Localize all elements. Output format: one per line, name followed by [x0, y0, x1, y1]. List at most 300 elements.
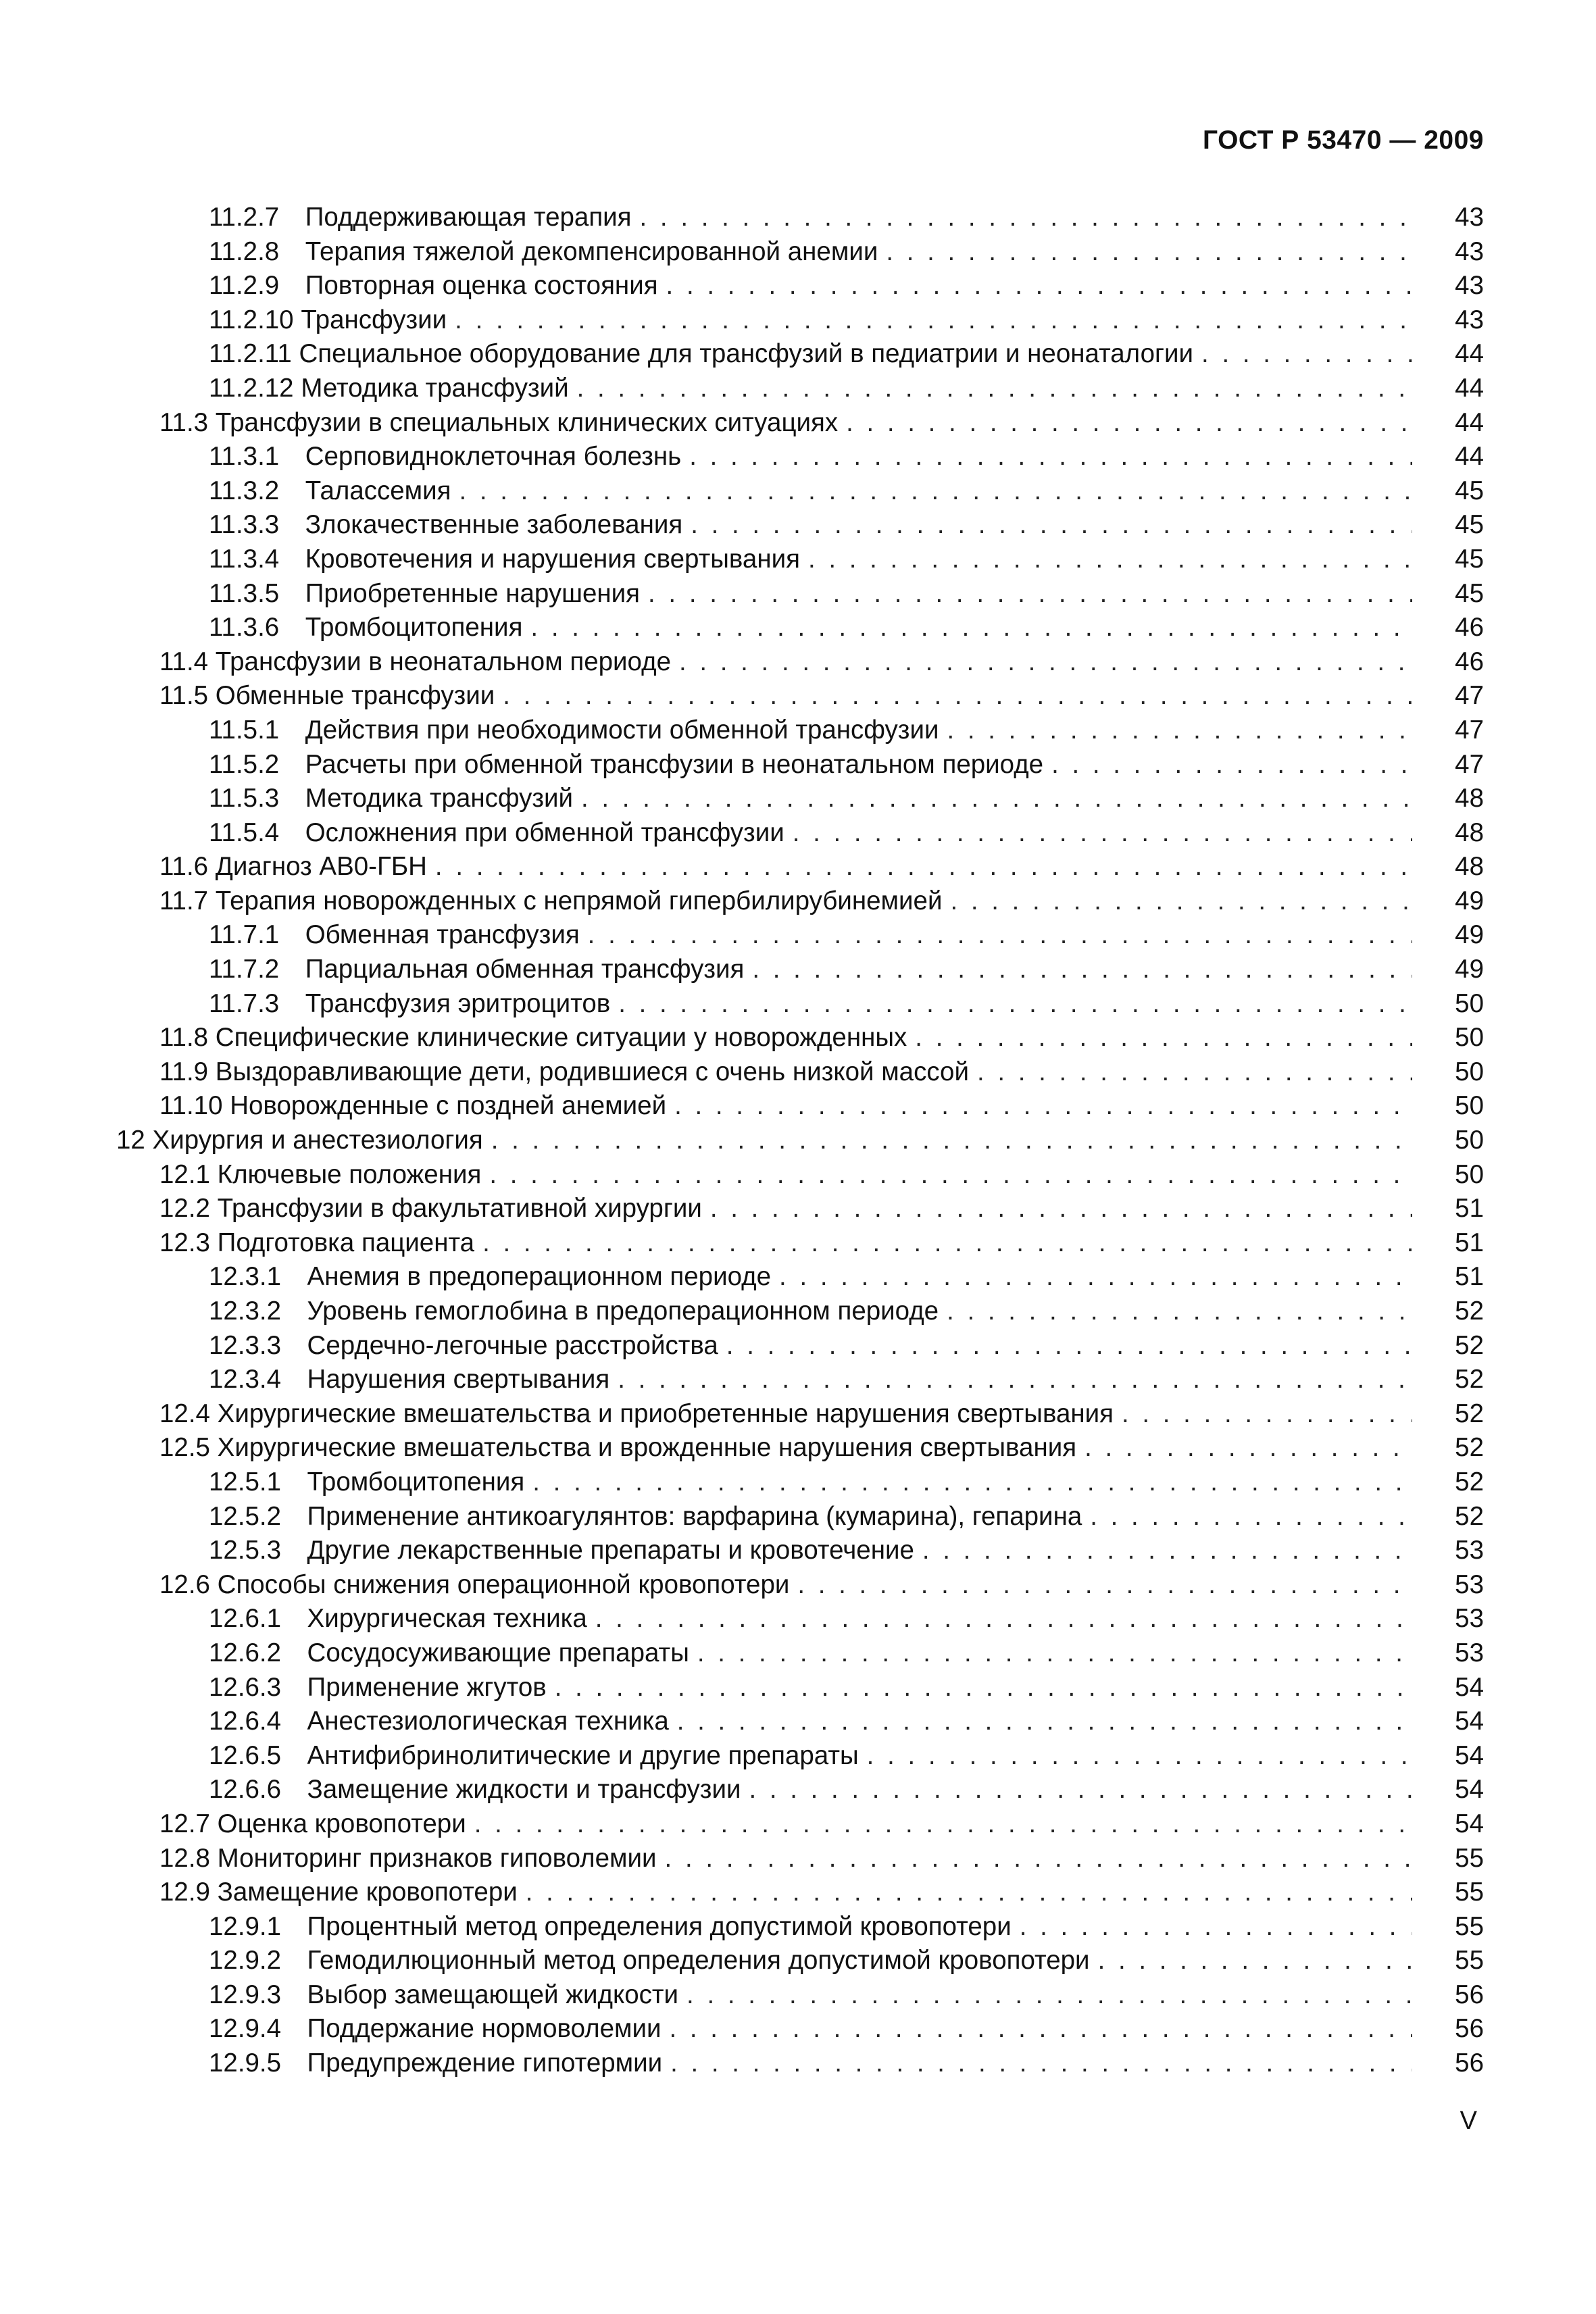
- toc-entry-number: 12.6: [159, 1569, 210, 1599]
- toc-entry-text: Выздоравливающие дети, родившиеся с очень низкой массой: [215, 1057, 969, 1086]
- toc-entry-page: 45: [1455, 578, 1484, 608]
- toc-entry-number: 12.3.4: [209, 1365, 282, 1394]
- toc-entry-number: 11.3.1: [209, 442, 280, 472]
- toc-entry-page: 51: [1455, 1262, 1484, 1292]
- dot-leader: [1114, 1397, 1412, 1432]
- toc-entry-title: [159, 1876, 518, 1910]
- toc-entry: [116, 1739, 1484, 1774]
- toc-entry-number: 11.2.9: [209, 271, 280, 301]
- dot-leader: [427, 850, 1412, 884]
- toc-entry-page: 48: [1455, 852, 1484, 882]
- toc-entry: [116, 1773, 1484, 1807]
- toc-entry-text: Диагноз АВ0-ГБН: [215, 852, 427, 882]
- toc-entry-number: 11.8: [159, 1023, 209, 1053]
- toc-entry-title: [116, 1124, 483, 1158]
- toc-entry-title: [209, 2046, 662, 2081]
- toc-entry-title: [159, 1226, 474, 1261]
- toc-entry-title: [159, 1192, 702, 1226]
- toc-entry-page: 53: [1455, 1569, 1484, 1599]
- dot-leader: [1193, 337, 1412, 372]
- dot-leader: [784, 816, 1412, 851]
- table-of-contents: [116, 201, 1484, 2081]
- toc-entry-number: 11.7.1: [209, 920, 280, 950]
- dot-leader: [640, 577, 1412, 611]
- toc-entry: [116, 1534, 1484, 1568]
- toc-entry-title: [209, 816, 784, 851]
- toc-entry-number: 11.2.12: [209, 373, 294, 403]
- toc-entry-number: 12.9.4: [209, 2014, 282, 2044]
- toc-entry: [116, 1636, 1484, 1671]
- toc-entry-text: Обменные трансфузии: [215, 681, 495, 711]
- toc-entry-page: 45: [1455, 476, 1484, 505]
- toc-entry-page: 43: [1455, 305, 1484, 334]
- toc-entry-text: Трансфузии: [301, 305, 447, 334]
- toc-entry: [116, 816, 1484, 851]
- toc-entry-text: Кровотечения и нарушения свертывания: [305, 544, 800, 574]
- toc-entry-title: [209, 782, 573, 816]
- toc-entry-page: 53: [1455, 1604, 1484, 1634]
- toc-entry-text: Нарушения свертывания: [307, 1365, 610, 1394]
- toc-entry-text: Трансфузии в специальных клинических ситуациях: [215, 407, 839, 437]
- toc-entry-title: [159, 406, 838, 441]
- toc-entry-number: 12.9: [159, 1878, 210, 1907]
- toc-entry-number: 11.7.3: [209, 988, 280, 1018]
- dot-leader: [451, 474, 1413, 509]
- dot-leader: [838, 406, 1412, 441]
- toc-entry-text: Специфические клинические ситуации у новорожденных: [215, 1023, 907, 1053]
- toc-entry: [116, 406, 1484, 441]
- dot-leader: [524, 1465, 1412, 1500]
- toc-entry: [116, 884, 1484, 919]
- toc-entry: [116, 748, 1484, 782]
- toc-entry-text: Обменная трансфузия: [305, 920, 580, 950]
- toc-entry-page: 50: [1455, 1126, 1484, 1155]
- toc-entry: [116, 269, 1484, 303]
- toc-entry-number: 11.3.2: [209, 476, 280, 505]
- toc-entry-number: 12.9.3: [209, 1980, 282, 2009]
- toc-entry-text: Методика трансфузий: [305, 784, 573, 813]
- toc-entry-title: [209, 337, 1193, 372]
- toc-entry-text: Повторная оценка состояния: [305, 271, 658, 301]
- toc-entry-title: [209, 543, 800, 577]
- dot-leader: [702, 1192, 1412, 1226]
- dot-leader: [495, 679, 1412, 713]
- toc-entry-title: [159, 884, 942, 919]
- toc-entry-title: [209, 987, 610, 1022]
- toc-entry: [116, 440, 1484, 474]
- toc-entry: [116, 782, 1484, 816]
- dot-leader: [689, 1636, 1412, 1671]
- dot-leader: [610, 987, 1412, 1022]
- toc-entry-number: 11.10: [159, 1091, 223, 1121]
- toc-entry-title: [159, 1089, 666, 1124]
- toc-entry-number: 12.6.5: [209, 1740, 282, 1770]
- toc-entry-number: 11.3.6: [209, 613, 280, 643]
- toc-entry: [116, 2012, 1484, 2046]
- toc-entry-number: 12.1: [159, 1159, 210, 1189]
- toc-entry-number: 11.5.4: [209, 818, 280, 847]
- toc-entry: [116, 1021, 1484, 1055]
- toc-entry-title: [159, 645, 671, 680]
- toc-entry: [116, 1192, 1484, 1226]
- toc-entry-text: Тромбоцитопения: [305, 613, 523, 643]
- toc-entry-number: 12.6.3: [209, 1672, 282, 1702]
- dot-leader: [671, 645, 1412, 680]
- toc-entry-text: Хирургическая техника: [307, 1604, 587, 1634]
- dot-leader: [569, 372, 1412, 406]
- toc-entry: [116, 1124, 1484, 1158]
- toc-entry-page: 52: [1455, 1399, 1484, 1428]
- dot-leader: [771, 1260, 1412, 1294]
- toc-entry: [116, 611, 1484, 645]
- toc-entry-text: Специальное оборудование для трансфузий в педиатрии и неонаталогии: [299, 339, 1194, 369]
- toc-entry-page: 44: [1455, 442, 1484, 472]
- toc-entry-text: Применение антикоагулянтов: варфарина (кумарина), гепарина: [307, 1501, 1082, 1531]
- toc-entry-number: 11.5.1: [209, 715, 280, 745]
- dot-leader: [662, 2046, 1412, 2081]
- toc-entry-title: [209, 201, 632, 235]
- toc-entry-text: Трансфузия эритроцитов: [305, 988, 611, 1018]
- toc-entry: [116, 1500, 1484, 1534]
- toc-entry: [116, 1363, 1484, 1397]
- toc-entry-number: 11.2.11: [209, 339, 292, 369]
- toc-entry-page: 45: [1455, 544, 1484, 574]
- toc-entry-text: Терапия новорожденных с непрямой гипербилирубинемией: [215, 886, 943, 915]
- dot-leader: [678, 1978, 1412, 2013]
- toc-entry-text: Злокачественные заболевания: [305, 510, 683, 540]
- toc-entry-number: 11.5.2: [209, 749, 280, 779]
- toc-entry-number: 11.2.10: [209, 305, 294, 334]
- toc-entry-number: 11.5: [159, 681, 209, 711]
- toc-entry-title: [209, 1739, 859, 1774]
- toc-entry-title: [159, 1021, 907, 1055]
- toc-entry-text: Действия при необходимости обменной трансфузии: [305, 715, 939, 745]
- toc-entry-title: [159, 679, 495, 713]
- toc-entry: [116, 1671, 1484, 1705]
- toc-entry-text: Приобретенные нарушения: [305, 578, 641, 608]
- toc-entry-number: 12.9.2: [209, 1946, 282, 1976]
- toc-entry-title: [209, 918, 580, 953]
- toc-entry: [116, 1089, 1484, 1124]
- toc-entry-number: 12.6.4: [209, 1707, 282, 1736]
- toc-entry-page: 43: [1455, 203, 1484, 232]
- toc-entry-number: 11.3.3: [209, 510, 280, 540]
- toc-entry-number: 11.9: [159, 1057, 209, 1086]
- toc-entry-title: [209, 440, 681, 474]
- toc-entry-number: 11.2.8: [209, 236, 280, 266]
- toc-entry: [116, 1055, 1484, 1090]
- toc-entry-title: [209, 2012, 662, 2046]
- dot-leader: [466, 1807, 1412, 1842]
- toc-entry-page: 52: [1455, 1330, 1484, 1360]
- toc-entry-number: 12.3.3: [209, 1330, 282, 1360]
- toc-entry: [116, 1158, 1484, 1192]
- toc-entry: [116, 543, 1484, 577]
- toc-entry: [116, 850, 1484, 884]
- dot-leader: [657, 1842, 1412, 1876]
- toc-entry: [116, 918, 1484, 953]
- toc-entry-page: 47: [1455, 681, 1484, 711]
- toc-entry-text: Ключевые положения: [217, 1159, 482, 1189]
- toc-entry-text: Уровень гемоглобина в предоперационном периоде: [307, 1297, 939, 1326]
- toc-entry-page: 55: [1455, 1911, 1484, 1941]
- toc-entry-title: [209, 1636, 689, 1671]
- toc-entry-page: 47: [1455, 749, 1484, 779]
- dot-leader: [547, 1671, 1412, 1705]
- dot-leader: [859, 1739, 1412, 1774]
- toc-entry: [116, 1397, 1484, 1432]
- toc-entry-title: [209, 269, 658, 303]
- toc-entry-page: 50: [1455, 1091, 1484, 1121]
- toc-entry-title: [209, 1602, 587, 1636]
- toc-entry-text: Мониторинг признаков гиповолемии: [217, 1843, 657, 1873]
- toc-entry-number: 12.5.2: [209, 1501, 282, 1531]
- dot-leader: [573, 782, 1412, 816]
- toc-entry-title: [209, 1773, 741, 1807]
- dot-leader: [632, 201, 1412, 235]
- toc-entry-page: 48: [1455, 784, 1484, 813]
- toc-entry-page: 52: [1455, 1433, 1484, 1463]
- toc-entry-title: [209, 1363, 609, 1397]
- toc-entry: [116, 1329, 1484, 1363]
- toc-entry-title: [159, 1807, 466, 1842]
- toc-entry-title: [209, 508, 682, 543]
- toc-entry-number: 12.8: [159, 1843, 210, 1873]
- toc-entry-title: [209, 1465, 524, 1500]
- toc-entry-number: 12.5.1: [209, 1467, 282, 1496]
- toc-entry: [116, 1842, 1484, 1876]
- toc-entry-number: 12.9.1: [209, 1911, 282, 1941]
- toc-entry-title: [209, 1329, 718, 1363]
- dot-leader: [878, 235, 1412, 270]
- toc-entry: [116, 1944, 1484, 1978]
- toc-entry: [116, 1807, 1484, 1842]
- toc-entry-text: Антифибринолитические и другие препараты: [307, 1740, 859, 1770]
- toc-entry: [116, 1226, 1484, 1261]
- toc-entry: [116, 337, 1484, 372]
- dot-leader: [1076, 1431, 1412, 1465]
- toc-entry: [116, 1978, 1484, 2013]
- toc-entry: [116, 1568, 1484, 1603]
- toc-entry-number: 12.6.1: [209, 1604, 282, 1634]
- toc-entry-page: 55: [1455, 1946, 1484, 1976]
- toc-entry-text: Способы снижения операционной кровопотери: [217, 1569, 790, 1599]
- dot-leader: [681, 440, 1412, 474]
- toc-entry-page: 43: [1455, 236, 1484, 266]
- toc-entry-number: 11.3: [159, 407, 209, 437]
- toc-entry-number: 11.3.5: [209, 578, 280, 608]
- toc-entry: [116, 1465, 1484, 1500]
- dot-leader: [1082, 1500, 1412, 1534]
- toc-entry-number: 12.9.5: [209, 2048, 282, 2078]
- toc-entry-title: [209, 1671, 547, 1705]
- toc-entry: [116, 1910, 1484, 1944]
- toc-entry: [116, 235, 1484, 270]
- document-header: ГОСТ Р 53470 — 2009: [1202, 126, 1484, 155]
- toc-entry: [116, 1876, 1484, 1910]
- toc-entry-page: 54: [1455, 1809, 1484, 1838]
- toc-entry-text: Парциальная обменная трансфузия: [305, 955, 745, 984]
- toc-entry-page: 56: [1455, 2014, 1484, 2044]
- toc-entry-title: [159, 1397, 1114, 1432]
- page-number: V: [1460, 2107, 1477, 2135]
- toc-entry-title: [209, 1534, 914, 1568]
- toc-entry-title: [209, 1910, 1012, 1944]
- toc-entry: [116, 1260, 1484, 1294]
- dot-leader: [741, 1773, 1412, 1807]
- toc-entry: [116, 645, 1484, 680]
- toc-entry-title: [209, 713, 939, 748]
- toc-entry-number: 12.7: [159, 1809, 210, 1838]
- toc-entry-page: 44: [1455, 339, 1484, 369]
- toc-entry-page: 52: [1455, 1365, 1484, 1394]
- toc-entry-title: [209, 303, 447, 338]
- toc-entry: [116, 303, 1484, 338]
- toc-entry-text: Хирургические вмешательства и врожденные нарушения свертывания: [217, 1433, 1077, 1463]
- toc-entry-text: Хирургические вмешательства и приобретенные нарушения свертывания: [217, 1399, 1114, 1428]
- toc-entry-title: [159, 1055, 969, 1090]
- toc-entry-text: Применение жгутов: [307, 1672, 547, 1702]
- toc-entry-text: Сердечно-легочные расстройства: [307, 1330, 718, 1360]
- toc-entry-number: 11.6: [159, 852, 209, 882]
- toc-entry: [116, 1431, 1484, 1465]
- dot-leader: [1090, 1944, 1412, 1978]
- toc-entry: [116, 1294, 1484, 1329]
- toc-entry-title: [209, 474, 451, 509]
- toc-entry-title: [209, 1294, 939, 1329]
- toc-entry-number: 11.7: [159, 886, 209, 915]
- toc-entry-title: [209, 1705, 669, 1739]
- toc-entry-text: Хирургия и анестезиология: [152, 1126, 483, 1155]
- toc-entry-text: Новорожденные с поздней анемией: [230, 1091, 667, 1121]
- toc-entry-text: Оценка кровопотери: [217, 1809, 466, 1838]
- toc-entry-text: Процентный метод определения допустимой кровопотери: [307, 1911, 1012, 1941]
- toc-entry-page: 54: [1455, 1707, 1484, 1736]
- dot-leader: [907, 1021, 1412, 1055]
- dot-leader: [800, 543, 1412, 577]
- toc-entry-number: 12.5.3: [209, 1536, 282, 1565]
- toc-entry-title: [209, 372, 569, 406]
- dot-leader: [682, 508, 1412, 543]
- toc-entry-text: Трансфузии в факультативной хирургии: [217, 1194, 702, 1224]
- dot-leader: [1012, 1910, 1412, 1944]
- toc-entry-number: 11.2.7: [209, 203, 280, 232]
- toc-entry-text: Поддерживающая терапия: [305, 203, 632, 232]
- toc-entry-page: 52: [1455, 1297, 1484, 1326]
- toc-entry-title: [209, 1944, 1090, 1978]
- dot-leader: [942, 884, 1412, 919]
- dot-leader: [669, 1705, 1412, 1739]
- toc-entry-title: [209, 1978, 678, 2013]
- dot-leader: [518, 1876, 1412, 1910]
- dot-leader: [914, 1534, 1412, 1568]
- toc-entry-number: 11.3.4: [209, 544, 280, 574]
- dot-leader: [1043, 748, 1412, 782]
- dot-leader: [474, 1226, 1412, 1261]
- toc-entry-page: 50: [1455, 1159, 1484, 1189]
- toc-entry-page: 54: [1455, 1672, 1484, 1702]
- dot-leader: [666, 1089, 1412, 1124]
- toc-entry-page: 53: [1455, 1536, 1484, 1565]
- toc-entry-title: [159, 1158, 481, 1192]
- toc-entry-number: 12.3.2: [209, 1297, 282, 1326]
- dot-leader: [483, 1124, 1412, 1158]
- toc-entry: [116, 953, 1484, 987]
- toc-entry-number: 11.4: [159, 647, 209, 676]
- toc-entry-page: 51: [1455, 1228, 1484, 1257]
- toc-entry-title: [159, 1842, 657, 1876]
- toc-entry-page: 45: [1455, 510, 1484, 540]
- dot-leader: [580, 918, 1412, 953]
- toc-entry-title: [209, 953, 744, 987]
- toc-entry-number: 12.6.6: [209, 1775, 282, 1805]
- toc-entry-page: 49: [1455, 955, 1484, 984]
- toc-entry-number: 11.7.2: [209, 955, 280, 984]
- toc-entry: [116, 577, 1484, 611]
- toc-entry-title: [209, 748, 1043, 782]
- toc-entry-text: Трансфузии в неонатальном периоде: [215, 647, 671, 676]
- toc-entry-page: 53: [1455, 1638, 1484, 1667]
- toc-entry-page: 51: [1455, 1194, 1484, 1224]
- toc-entry-text: Подготовка пациента: [217, 1228, 475, 1257]
- toc-entry-text: Терапия тяжелой декомпенсированной анемии: [305, 236, 878, 266]
- toc-entry: [116, 679, 1484, 713]
- toc-entry-page: 43: [1455, 271, 1484, 301]
- toc-entry: [116, 1705, 1484, 1739]
- toc-entry-page: 54: [1455, 1740, 1484, 1770]
- toc-entry-number: 12.3: [159, 1228, 210, 1257]
- dot-leader: [789, 1568, 1412, 1603]
- toc-entry-text: Замещение жидкости и трансфузии: [307, 1775, 741, 1805]
- toc-entry-title: [209, 1500, 1082, 1534]
- toc-entry-page: 50: [1455, 988, 1484, 1018]
- dot-leader: [447, 303, 1412, 338]
- dot-leader: [744, 953, 1412, 987]
- toc-entry-text: Поддержание нормоволемии: [307, 2014, 662, 2044]
- toc-entry: [116, 474, 1484, 509]
- toc-entry-text: Анестезиологическая техника: [307, 1707, 669, 1736]
- toc-entry-number: 11.5.3: [209, 784, 280, 813]
- toc-entry-text: Методика трансфузий: [301, 373, 569, 403]
- toc-entry-text: Гемодилюционный метод определения допустимой кровопотери: [307, 1946, 1090, 1976]
- toc-entry-title: [159, 1431, 1076, 1465]
- toc-entry-title: [209, 1260, 771, 1294]
- toc-entry-number: 12.6.2: [209, 1638, 282, 1667]
- dot-leader: [587, 1602, 1412, 1636]
- toc-entry-text: Замещение кровопотери: [217, 1878, 518, 1907]
- toc-entry: [116, 372, 1484, 406]
- toc-entry-number: 12.5: [159, 1433, 210, 1463]
- toc-entry-title: [209, 577, 640, 611]
- toc-entry-page: 50: [1455, 1057, 1484, 1086]
- toc-entry-page: 52: [1455, 1501, 1484, 1531]
- dot-leader: [939, 1294, 1412, 1329]
- dot-leader: [718, 1329, 1412, 1363]
- toc-entry-page: 49: [1455, 920, 1484, 950]
- toc-entry-page: 46: [1455, 647, 1484, 676]
- toc-entry-page: 55: [1455, 1878, 1484, 1907]
- toc-entry-number: 12.3.1: [209, 1262, 282, 1292]
- toc-entry: [116, 1602, 1484, 1636]
- dot-leader: [939, 713, 1412, 748]
- toc-entry-page: 56: [1455, 1980, 1484, 2009]
- toc-entry-number: 12: [116, 1126, 145, 1155]
- toc-entry-page: 44: [1455, 407, 1484, 437]
- dot-leader: [522, 611, 1412, 645]
- toc-entry-page: 55: [1455, 1843, 1484, 1873]
- toc-entry-text: Сосудосуживающие препараты: [307, 1638, 689, 1667]
- toc-entry-text: Тромбоцитопения: [307, 1467, 525, 1496]
